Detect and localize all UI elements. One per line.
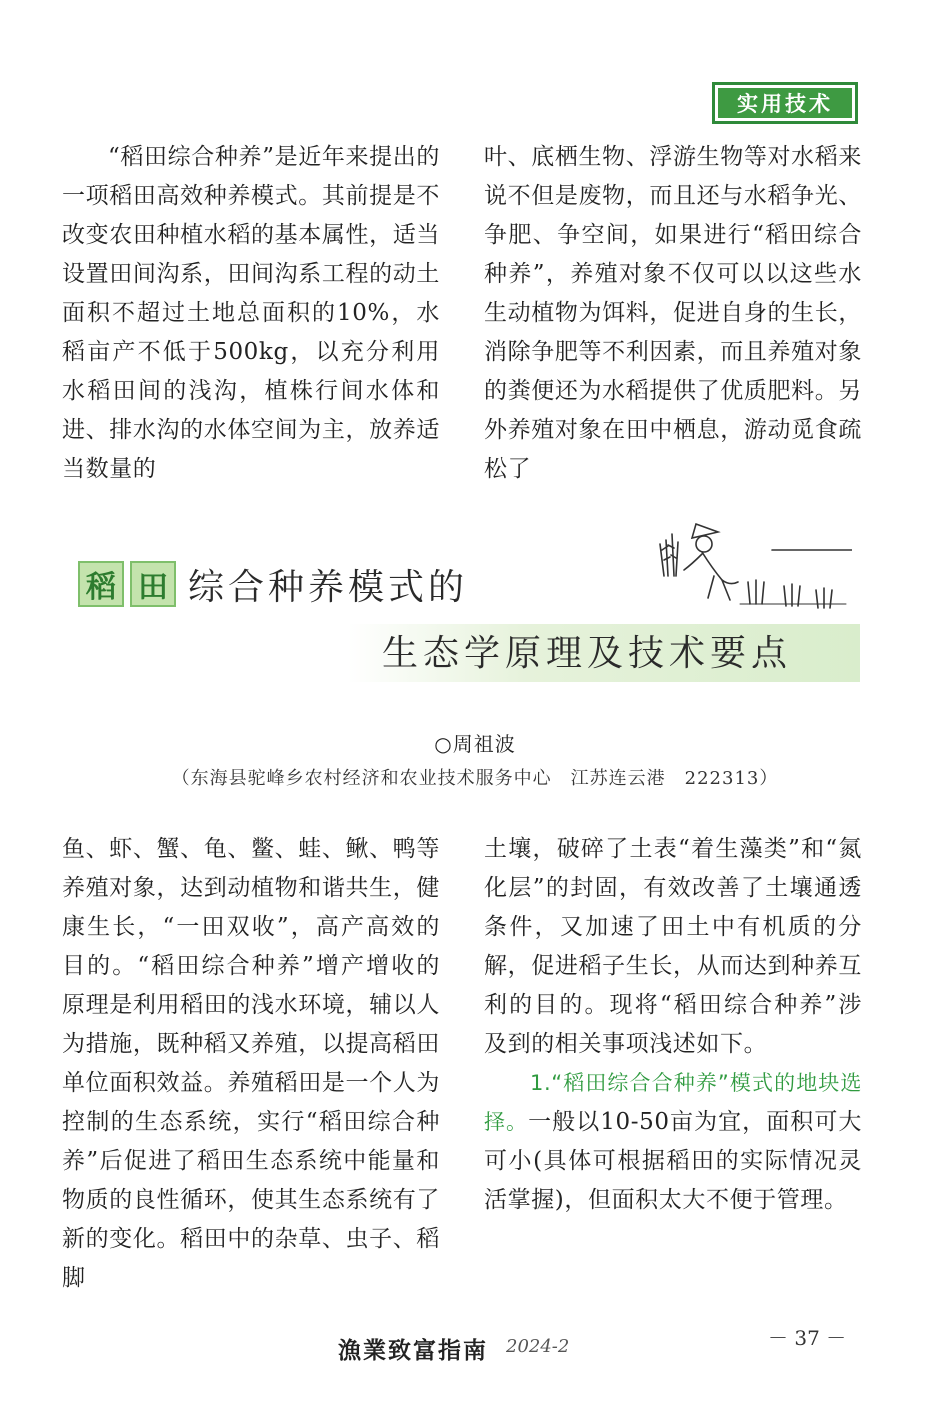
title-text: 综合种养模式的 [188,566,469,608]
title-boxed-char: 稻 [78,561,124,607]
section-badge-label: 实用技术 [718,88,852,118]
page-number: － 37 － [768,1326,847,1350]
author: ○周祖波 [434,732,516,756]
section-badge [712,82,858,124]
article-column-top-left [62,138,440,489]
author-affiliation: （东海县驼峰乡农村经济和农业技术服务中心 江苏连云港 222313） [171,768,779,789]
farmer-planting-rice-illustration [652,520,852,612]
article-column-top-right [484,138,862,489]
paragraph: 鱼、虾、蟹、龟、鳖、蛙、鳅、鸭等养殖对象，达到动植物和谐共生，健康生长，“一田双收”，高产高效的目的。“稻田综合种养”增产增收的原理是利用稻田的浅水环境，辅以人为措施，既种稻又养殖，以提高稻田单位面积效益。养殖稻田是一个人为控制的生态系统，实行“稻田综合种养”后促进了稻田生态系统中能量和物质的良性循环，使其生态系统有了新的变化。稻田中的杂草、虫子、稻脚 [62,836,440,1291]
title-boxed-char: 田 [130,561,176,607]
article-title-line-2: 生态学原理及技术要点 [382,633,793,674]
paragraph: 土壤，破碎了土表“着生藻类”和“氮化层”的封固，有效改善了土壤通透条件，又加速了田土中有机质的分解，促进稻子生长，从而达到种养互利的目的。现将“稻田综合种养”涉及到的相关事项浅述如下。 [484,836,862,1057]
paragraph [484,1064,862,1220]
article-title-line-1 [78,556,468,612]
paragraph: “稻田综合种养”是近年来提出的一项稻田高效种养模式。其前提是不改变农田种植水稻的基本属性，适当设置田间沟系，田间沟系工程的动土面积不超过土地总面积的10%，水稻亩产不低于500kg，以充分利用水稻田间的浅沟，植株行间水体和进、排水沟的水体空间为主，放养适当数量的 [62,144,440,482]
article-column-bottom-right [484,830,862,1220]
section-body: 一般以10-50亩为宜，面积可大可小(具体可根据稻田的实际情况灵活掌握)，但面积太大不便于管理。 [484,1109,862,1213]
section-heading: 1.“稻田综合合种养”模式的地块选择。 [484,1071,862,1134]
paragraph: 叶、底栖生物、浮游生物等对水稻来说不但是废物，而且还与水稻争光、争肥、争空间，如果进行“稻田综合种养”，养殖对象不仅可以以这些水生动植物为饵料，促进自身的生长，消除争肥等不利因素，而且养殖对象的粪便还为水稻提供了优质肥料。另外养殖对象在田中栖息，游动觅食疏松了 [484,144,862,482]
journal-issue: 2024-2 [506,1336,570,1357]
journal-name: 漁業致富指南 [338,1337,488,1364]
article-column-bottom-left [62,830,440,1298]
